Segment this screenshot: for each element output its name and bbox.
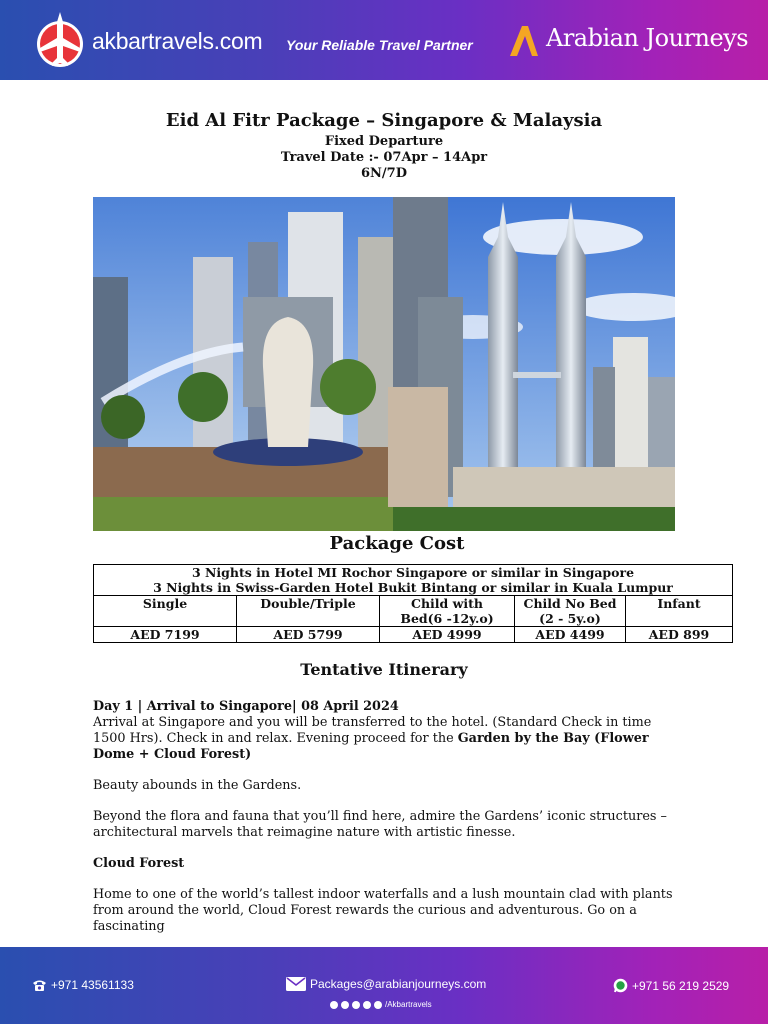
arabian-journeys-brand: Arabian Journeys <box>546 24 749 52</box>
envelope-icon <box>286 977 306 991</box>
whatsapp-contact[interactable] <box>613 978 729 993</box>
phone-number: +971 43561133 <box>51 978 134 992</box>
whatsapp-number: +971 56 219 2529 <box>632 978 730 993</box>
travel-date: Travel Date :- 07Apr – 14Apr <box>280 150 488 165</box>
itinerary-heading: Tentative Itinerary <box>300 660 468 679</box>
column-header-label: Child No Bed <box>523 596 617 611</box>
column-header <box>626 596 733 627</box>
email-address: Packages@arabianjourneys.com <box>310 977 487 991</box>
price-cell: AED 899 <box>626 627 733 643</box>
package-title: Eid Al Fitr Package – Singapore & Malaysia <box>165 110 603 131</box>
social-handle: /Akbartravels <box>385 1000 432 1009</box>
column-header-label: Infant <box>657 596 701 611</box>
hotel-cell <box>94 565 733 596</box>
package-cost-table <box>93 564 733 643</box>
email-contact[interactable] <box>286 977 486 991</box>
youtube-icon[interactable] <box>374 1001 382 1009</box>
hotel-line-singapore: 3 Nights in Hotel MI Rochor Singapore or similar in Singapore <box>191 565 635 580</box>
singapore-kl-collage-photo <box>93 197 675 531</box>
table-header-row <box>94 596 733 627</box>
column-header <box>380 596 515 627</box>
price-cell: AED 7199 <box>94 627 237 643</box>
column-header <box>237 596 380 627</box>
aj-letter-logo-icon <box>508 24 540 58</box>
price-cell: AED 5799 <box>237 627 380 643</box>
instagram-icon[interactable] <box>330 1001 338 1009</box>
telephone-icon <box>32 979 47 992</box>
airplane-logo-icon <box>34 8 86 68</box>
akbartravels-brand: akbartravels.com <box>92 28 263 54</box>
phone-contact[interactable] <box>32 978 134 992</box>
column-header-label: Double/Triple <box>260 596 356 611</box>
price-cell: AED 4499 <box>515 627 626 643</box>
itinerary-body <box>93 699 683 935</box>
footer-banner <box>0 947 768 1024</box>
day1-text: Arrival at Singapore and you will be transferred to the hotel. (Standard Check in time 1500 Hrs). Check in and relax. Evening proceed for the <box>93 715 652 746</box>
linkedin-icon[interactable] <box>363 1001 371 1009</box>
duration: 6N/7D <box>361 166 407 181</box>
column-header-sub: Bed(6 -12y.o) <box>400 611 494 626</box>
hotel-row <box>94 565 733 596</box>
column-header-label: Single <box>142 596 188 611</box>
paragraph-cloud-forest: Home to one of the world’s tallest indoor waterfalls and a lush mountain clad with plants from around the world, Cloud Forest rewards the curious and adventurous. Go on a fascinating <box>93 887 673 934</box>
column-header-label: Child with <box>411 596 483 611</box>
hotel-line-kuala-lumpur: 3 Nights in Swiss-Garden Hotel Bukit Bintang or similar in Kuala Lumpur <box>153 580 673 595</box>
paragraph-beauty: Beauty abounds in the Gardens. <box>93 778 302 793</box>
package-cost-heading: Package Cost <box>329 533 465 554</box>
tagline: Your Reliable Travel Partner <box>286 37 473 53</box>
column-header <box>94 596 237 627</box>
column-header <box>515 596 626 627</box>
social-links[interactable] <box>330 1000 432 1009</box>
whatsapp-icon <box>613 978 628 993</box>
paragraph-structures: Beyond the flora and fauna that you’ll find here, admire the Gardens’ iconic structures – architectural marvels that reimagine nature with artistic finesse. <box>93 809 667 840</box>
cloud-forest-heading: Cloud Forest <box>93 856 185 871</box>
day1-title: Day 1 | Arrival to Singapore| 08 April 2024 <box>93 699 399 714</box>
price-row <box>94 627 733 643</box>
departure-type: Fixed Departure <box>324 134 444 149</box>
price-cell: AED 4999 <box>380 627 515 643</box>
tiktok-icon[interactable] <box>352 1001 360 1009</box>
day1-highlight: Garden by the Bay (Flower Dome + Cloud Forest) <box>93 731 649 762</box>
column-header-sub: (2 - 5y.o) <box>539 611 601 626</box>
day1-paragraph <box>93 715 683 763</box>
facebook-icon[interactable] <box>341 1001 349 1009</box>
header-banner <box>0 0 768 80</box>
